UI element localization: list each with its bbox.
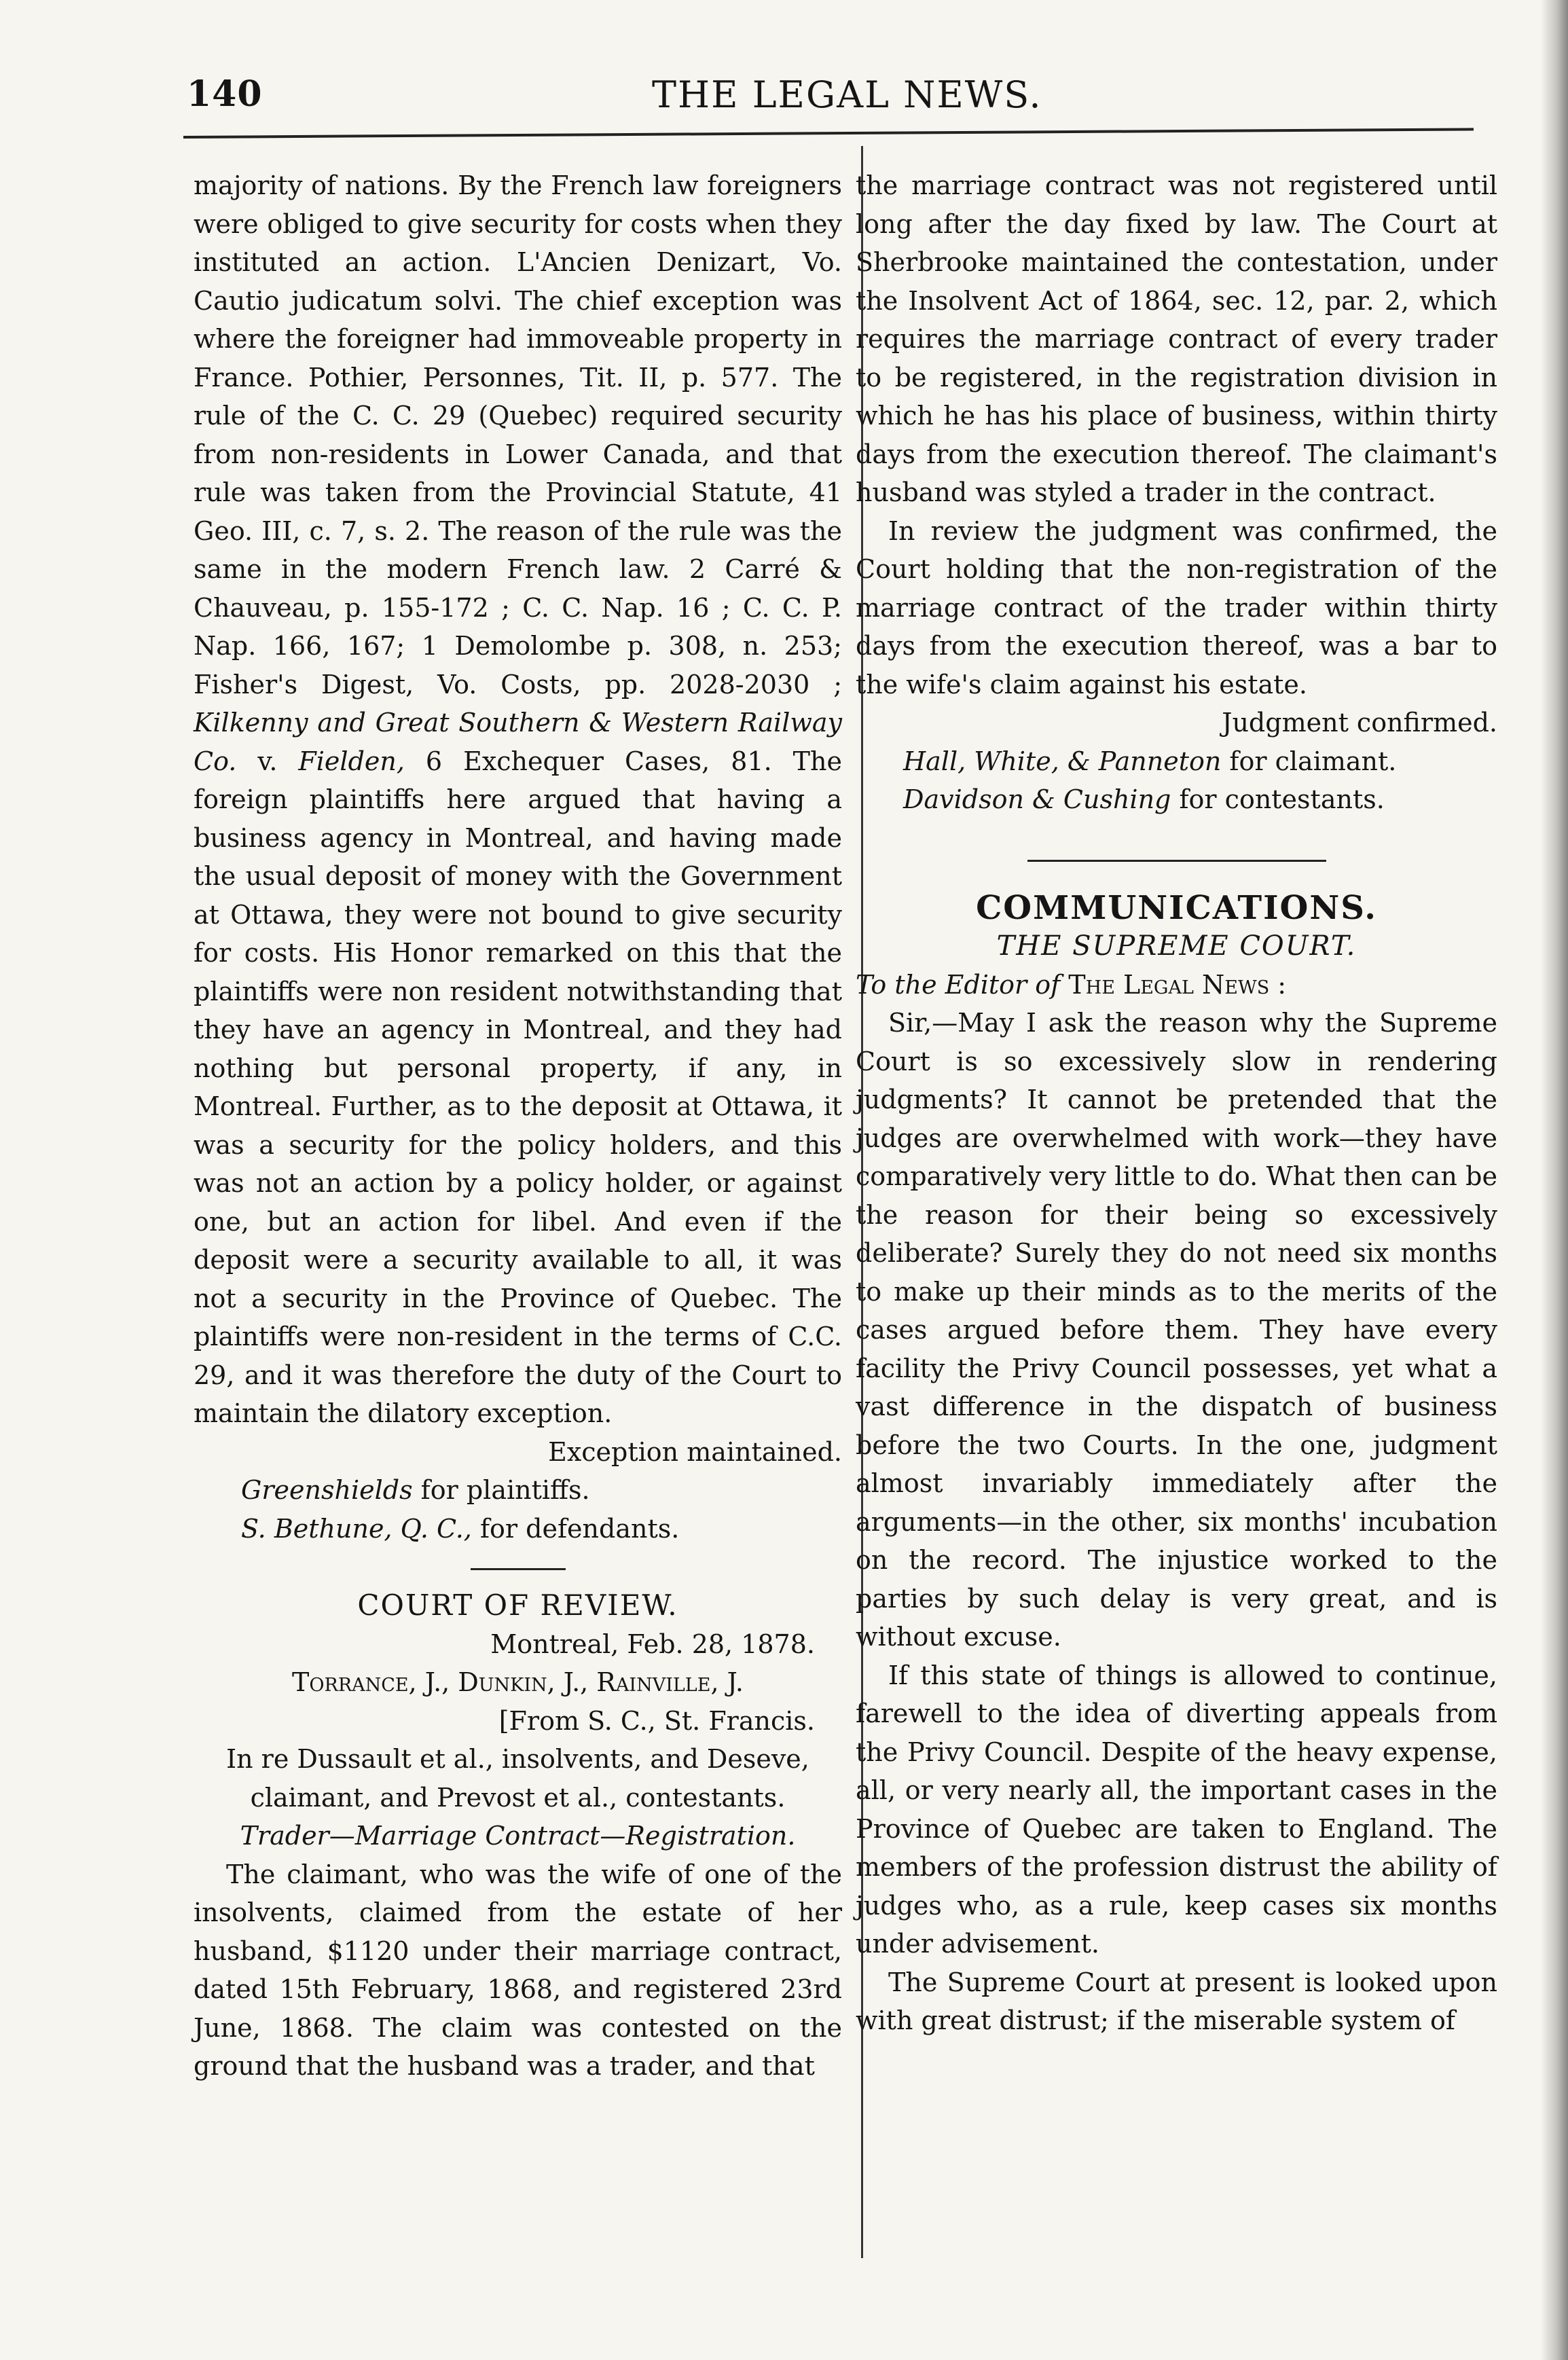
counsel-plaintiffs bbox=[194, 1471, 842, 1510]
opening-continuation: 6 Exchequer Cases, 81. The foreign plaintiffs here argued that having a business agency in Montreal, and having made the usual deposit of money with the Government at Ottawa, they were not bound to give security for costs. His Honor remarked on this that the plaintiffs were non resident notwithstanding that they have an agency in Montreal, and they had nothing but personal property, if any, in Montreal. Further, as to the deposit at Ottawa, it was a security for the policy holders, and this was not an action by a policy holder, or against one, but an action for libel. And even if the deposit were a security available to all, it was not a security in the Province of Quebec. The plaintiffs were non-resident in the terms of C.C. 29, and it was therefore the duty of the Court to maintain the dilatory exception. bbox=[194, 746, 842, 1428]
counsel-claimant-name: Hall, White, & Panneton bbox=[903, 746, 1222, 776]
counsel-defendants bbox=[194, 1510, 842, 1548]
from-line: [From S. C., St. Francis. bbox=[498, 1705, 815, 1736]
continuation-paragraph: the marriage contract was not registered until long after the day fixed by law. The Court at Sherbrooke maintained the contestation, under the Insolvent Act of 1864, sec. 12, par. 2, which requires the marriage contract of every trader to be registered, in the registration division in which he has his place of business, within thirty days from the execution thereof. The claimant's husband was styled a trader in the contract. bbox=[856, 170, 1497, 507]
salutation-paper: The Legal News : bbox=[1068, 969, 1287, 1000]
opening-paragraph bbox=[194, 166, 842, 1433]
case-party-fielden: Fielden, bbox=[298, 746, 405, 776]
counsel-contestants-role: for contestants. bbox=[1171, 784, 1385, 814]
case-versus: v. bbox=[236, 746, 299, 776]
salutation bbox=[856, 966, 1497, 1004]
opening-text: majority of nations. By the French law foreigners were obliged to give security for costs when they instituted an action. L'Ancien Denizart, Vo. Cautio judicatum solvi. The chief exception was where the foreigner had immoveable property in France. Pothier, Personnes, Tit. II, p. 577. The rule of the C. C. 29 (Quebec) required security from non-residents in Lower Canada, and that rule was taken from the Provincial Statute, 41 Geo. III, c. 7, s. 2. The reason of the rule was the same in the modern French law. 2 Carré & Chauveau, p. 155-172 ; C. C. Nap. 16 ; C. C. P. Nap. 166, 167; 1 Demolombe p. 308, n. 253; Fisher's Digest, Vo. Costs, pp. 2028-2030 ; bbox=[194, 170, 842, 700]
letter-paragraph-1: Sir,—May I ask the reason why the Supreme Court is so excessively slow in rendering judgments? It cannot be pretended that the judges are overwhelmed with work—they have comparatively very little to do. What then can be the reason for their being so excessively deliberate? Surely they do not need six months to make up their minds as to the merits of the cases argued before them. They have every facility the Privy Council possesses, yet what a vast difference in the dispatch of business before the two Courts. In the one, judgment almost invariably immediately after the arguments—in the other, six months' incubation on the record. The injustice worked to the parties by such delay is very great, and is without excuse. bbox=[856, 1008, 1497, 1652]
page-edge-shadow bbox=[1541, 0, 1568, 2360]
running-title: THE LEGAL NEWS. bbox=[652, 73, 1042, 116]
judgment-confirmed: Judgment confirmed. bbox=[1222, 708, 1497, 738]
counsel-plaintiffs-name: Greenshields bbox=[241, 1475, 413, 1505]
counsel-claimant-role: for claimant. bbox=[1221, 746, 1397, 776]
case-subject: Trader—Marriage Contract—Registration. bbox=[240, 1821, 796, 1851]
left-column bbox=[194, 166, 842, 2086]
dateline: Montreal, Feb. 28, 1878. bbox=[490, 1629, 815, 1659]
section-divider bbox=[471, 1568, 566, 1570]
review-judgment-paragraph: In review the judgment was confirmed, the Court holding that the non-registration of the marriage contract of the trader within thirty days from the execution thereof, was a bar to the wife's claim against his estate. bbox=[856, 515, 1497, 700]
counsel-contestants bbox=[856, 780, 1497, 819]
judgment-line: Exception maintained. bbox=[548, 1436, 842, 1467]
article-title: THE SUPREME COURT. bbox=[996, 930, 1357, 962]
judges-line: Torrance, J., Dunkin, J., Rainville, J. bbox=[292, 1667, 744, 1697]
page-number: 140 bbox=[187, 73, 263, 115]
counsel-contestants-name: Davidson & Cushing bbox=[903, 784, 1171, 814]
counsel-defendants-name: S. Bethune, Q. C., bbox=[241, 1513, 472, 1544]
counsel-defendants-role: for defendants. bbox=[471, 1513, 680, 1544]
counsel-plaintiffs-role: for plaintiffs. bbox=[412, 1475, 590, 1505]
salutation-prefix: To the Editor of bbox=[856, 969, 1069, 1000]
right-column bbox=[856, 166, 1497, 2040]
case-title: In re Dussault et al., insolvents, and Deseve, claimant, and Prevost et al., contestants. bbox=[226, 1744, 809, 1813]
communications-divider bbox=[1027, 860, 1326, 862]
section-title-court-of-review: COURT OF REVIEW. bbox=[357, 1589, 678, 1622]
communications-title: COMMUNICATIONS. bbox=[976, 888, 1377, 927]
letter-paragraph-3: The Supreme Court at present is looked upon with great distrust; if the miserable system of bbox=[856, 1967, 1497, 2035]
counsel-claimant bbox=[856, 742, 1497, 781]
header-rule bbox=[183, 128, 1474, 139]
review-paragraph: The claimant, who was the wife of one of the insolvents, claimed from the estate of her husband, $1120 under their marriage contract, dated 15th February, 1868, and registered 23rd June, 1868. The claim was contested on the ground that the husband was a trader, and that bbox=[194, 1859, 842, 2081]
case-name-kilkenny: Kilkenny and Great Southern & Western Railway Co. bbox=[194, 708, 842, 776]
letter-paragraph-2: If this state of things is allowed to continue, farewell to the idea of diverting appeals from the Privy Council. Despite of the heavy expense, all, or very nearly all, the important cases in the Province of Quebec are taken to England. The members of the profession distrust the ability of judges who, as a rule, keep cases six months under advisement. bbox=[856, 1660, 1497, 1959]
